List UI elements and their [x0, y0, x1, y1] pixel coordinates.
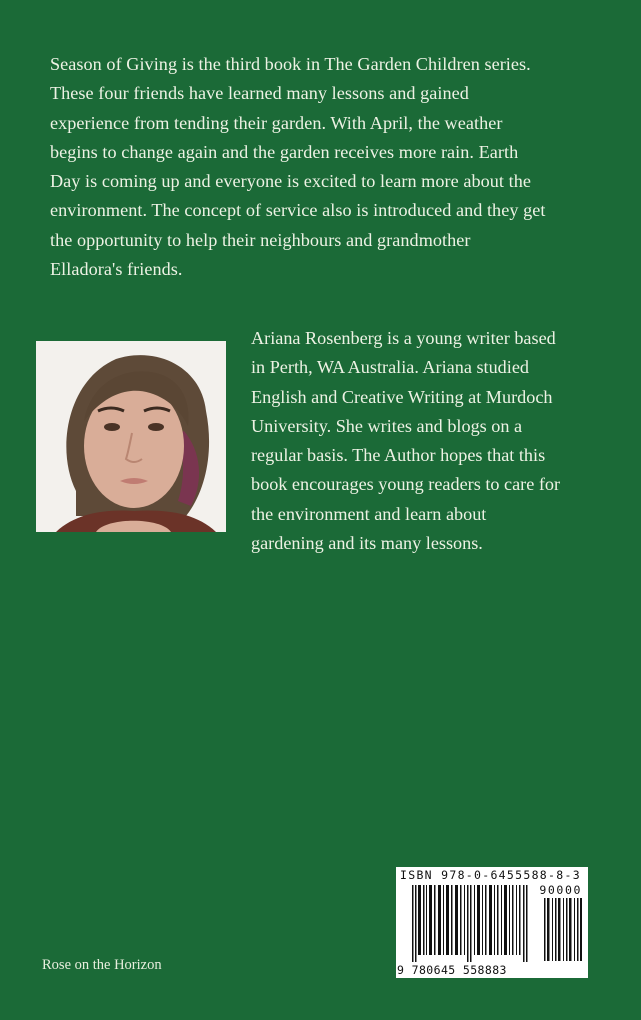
author-bio — [251, 324, 611, 558]
publisher-name: Rose on the Horizon — [42, 957, 162, 973]
blurb-line: These four friends have learned many lessons and gained — [50, 83, 469, 104]
blurb-line: environment. The concept of service also is introduced and they get — [50, 200, 546, 221]
bio-line: book encourages young readers to care for — [251, 474, 561, 495]
author-portrait-icon — [36, 341, 226, 532]
bio-line: gardening and its many lessons. — [251, 533, 483, 554]
blurb-line: Season of Giving is the third book in The Garden Children series. — [50, 54, 531, 74]
bio-line: English and Creative Writing at Murdoch — [251, 386, 553, 407]
bio-line: regular basis. The Author hopes that this — [251, 445, 546, 466]
blurb-line: experience from tending their garden. With April, the weather — [50, 112, 503, 133]
back-cover-blurb — [50, 50, 620, 284]
barcode-bars-icon — [412, 885, 529, 962]
blurb-line: Elladora's friends. — [50, 259, 183, 280]
bio-line: University. She writes and blogs on a — [251, 415, 523, 436]
bio-line: the environment and learn about — [251, 503, 487, 524]
bio-line: Ariana Rosenberg is a young writer based — [251, 328, 556, 348]
author-photo — [36, 341, 226, 532]
blurb-line: begins to change again and the garden receives more rain. Earth — [50, 141, 519, 162]
ean-digits: 9 780645 558883 — [397, 963, 507, 977]
isbn-barcode — [396, 867, 588, 978]
blurb-line: the opportunity to help their neighbours and grandmother — [50, 229, 471, 250]
price-addon-bars-icon — [544, 898, 582, 961]
blurb-line: Day is coming up and everyone is excited to learn more about the — [50, 171, 531, 192]
price-code: 90000 — [539, 883, 582, 897]
bio-line: in Perth, WA Australia. Ariana studied — [251, 357, 529, 378]
isbn-label: ISBN 978-0-6455588-8-3 — [400, 868, 581, 882]
